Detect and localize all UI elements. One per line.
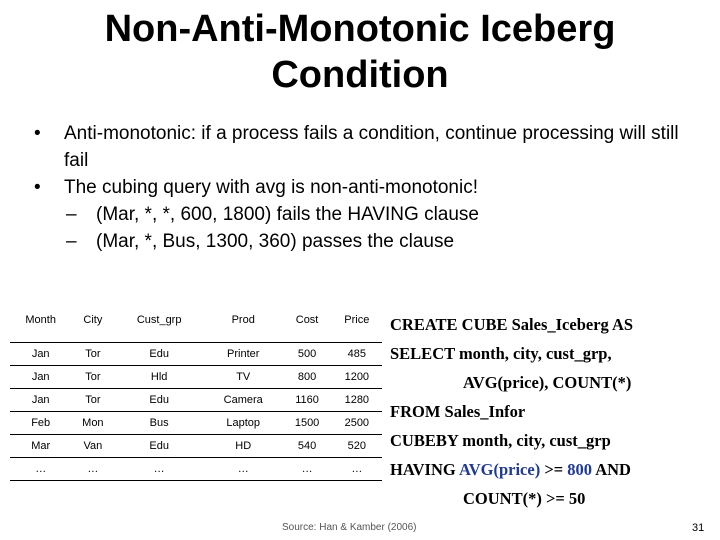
sql-operator: >=	[540, 460, 568, 479]
table-cell: HD	[204, 435, 283, 458]
header-cost: Cost	[283, 298, 332, 343]
slide-title	[60, 6, 660, 98]
table-cell: 1200	[332, 366, 382, 389]
table-row	[10, 435, 382, 458]
table-cell: Camera	[204, 389, 283, 412]
sub-bullet-passes: – (Mar, *, Bus, 1300, 360) passes the clause	[30, 228, 690, 255]
table-cell: Jan	[10, 389, 71, 412]
header-month: Month	[10, 298, 71, 343]
sql-from-line: FROM Sales_Infor	[390, 402, 526, 421]
sql-having-keyword: HAVING	[390, 460, 459, 479]
header-prod: Prod	[204, 298, 283, 343]
table-cell: Hld	[114, 366, 204, 389]
table-cell: Bus	[114, 412, 204, 435]
table-cell: 800	[283, 366, 332, 389]
table-cell: 1280	[332, 389, 382, 412]
sql-and-keyword: AND	[592, 460, 631, 479]
sql-create-line: CREATE CUBE Sales_Iceberg AS	[390, 315, 634, 334]
header-price: Price	[332, 298, 382, 343]
table-row	[10, 366, 382, 389]
table-cell: Feb	[10, 412, 71, 435]
source-citation: Source: Han & Kamber (2006)	[282, 522, 417, 533]
table-cell: Printer	[204, 343, 283, 366]
sql-select-line: SELECT month, city, cust_grp,	[390, 344, 612, 363]
sales-table	[10, 298, 382, 481]
table-cell: 1160	[283, 389, 332, 412]
table-cell: …	[71, 458, 114, 481]
page-number: 31	[692, 522, 705, 534]
sql-threshold-value: 800	[567, 460, 593, 479]
table-row	[10, 458, 382, 481]
table-row	[10, 412, 382, 435]
table-cell: Edu	[114, 343, 204, 366]
table-cell: 485	[332, 343, 382, 366]
table-cell: TV	[204, 366, 283, 389]
header-city: City	[71, 298, 114, 343]
bullet-list	[30, 120, 690, 255]
sub-bullet-fails: – (Mar, *, *, 600, 1800) fails the HAVING clause	[30, 201, 690, 228]
table-cell: Tor	[71, 389, 114, 412]
sql-having-line	[390, 455, 715, 484]
title-line-1: Non-Anti-Monotonic Iceberg	[104, 8, 616, 50]
bullet-anti-monotonic: • Anti-monotonic: if a process fails a condition, continue processing will still fail	[30, 120, 690, 174]
table-cell: …	[10, 458, 71, 481]
sql-cubeby-line: CUBEBY month, city, cust_grp	[390, 431, 611, 450]
table-row	[10, 343, 382, 366]
table-header-row	[10, 298, 382, 343]
table-cell: Laptop	[204, 412, 283, 435]
table-cell: …	[332, 458, 382, 481]
table-cell: Jan	[10, 343, 71, 366]
table-cell: 500	[283, 343, 332, 366]
table-cell: Tor	[71, 343, 114, 366]
table-cell: 520	[332, 435, 382, 458]
sql-query-block	[390, 310, 715, 513]
table-cell: 540	[283, 435, 332, 458]
table-cell: Mar	[10, 435, 71, 458]
sql-count-line: COUNT(*) >= 50	[463, 489, 586, 508]
table-cell: 1500	[283, 412, 332, 435]
table-cell: Edu	[114, 435, 204, 458]
table-row	[10, 389, 382, 412]
table-cell: …	[114, 458, 204, 481]
table-cell: Edu	[114, 389, 204, 412]
table-cell: Jan	[10, 366, 71, 389]
title-line-2: Condition	[271, 54, 449, 96]
table-cell: 2500	[332, 412, 382, 435]
table-cell: Mon	[71, 412, 114, 435]
table-cell: …	[283, 458, 332, 481]
table-cell: Tor	[71, 366, 114, 389]
header-cust-grp: Cust_grp	[114, 298, 204, 343]
sql-aggregates-line: AVG(price), COUNT(*)	[463, 373, 632, 392]
bullet-cubing-query: • The cubing query with avg is non-anti-monotonic!	[30, 174, 690, 201]
table-cell: Van	[71, 435, 114, 458]
table-cell: …	[204, 458, 283, 481]
sql-avg-highlight: AVG(price)	[458, 460, 541, 479]
